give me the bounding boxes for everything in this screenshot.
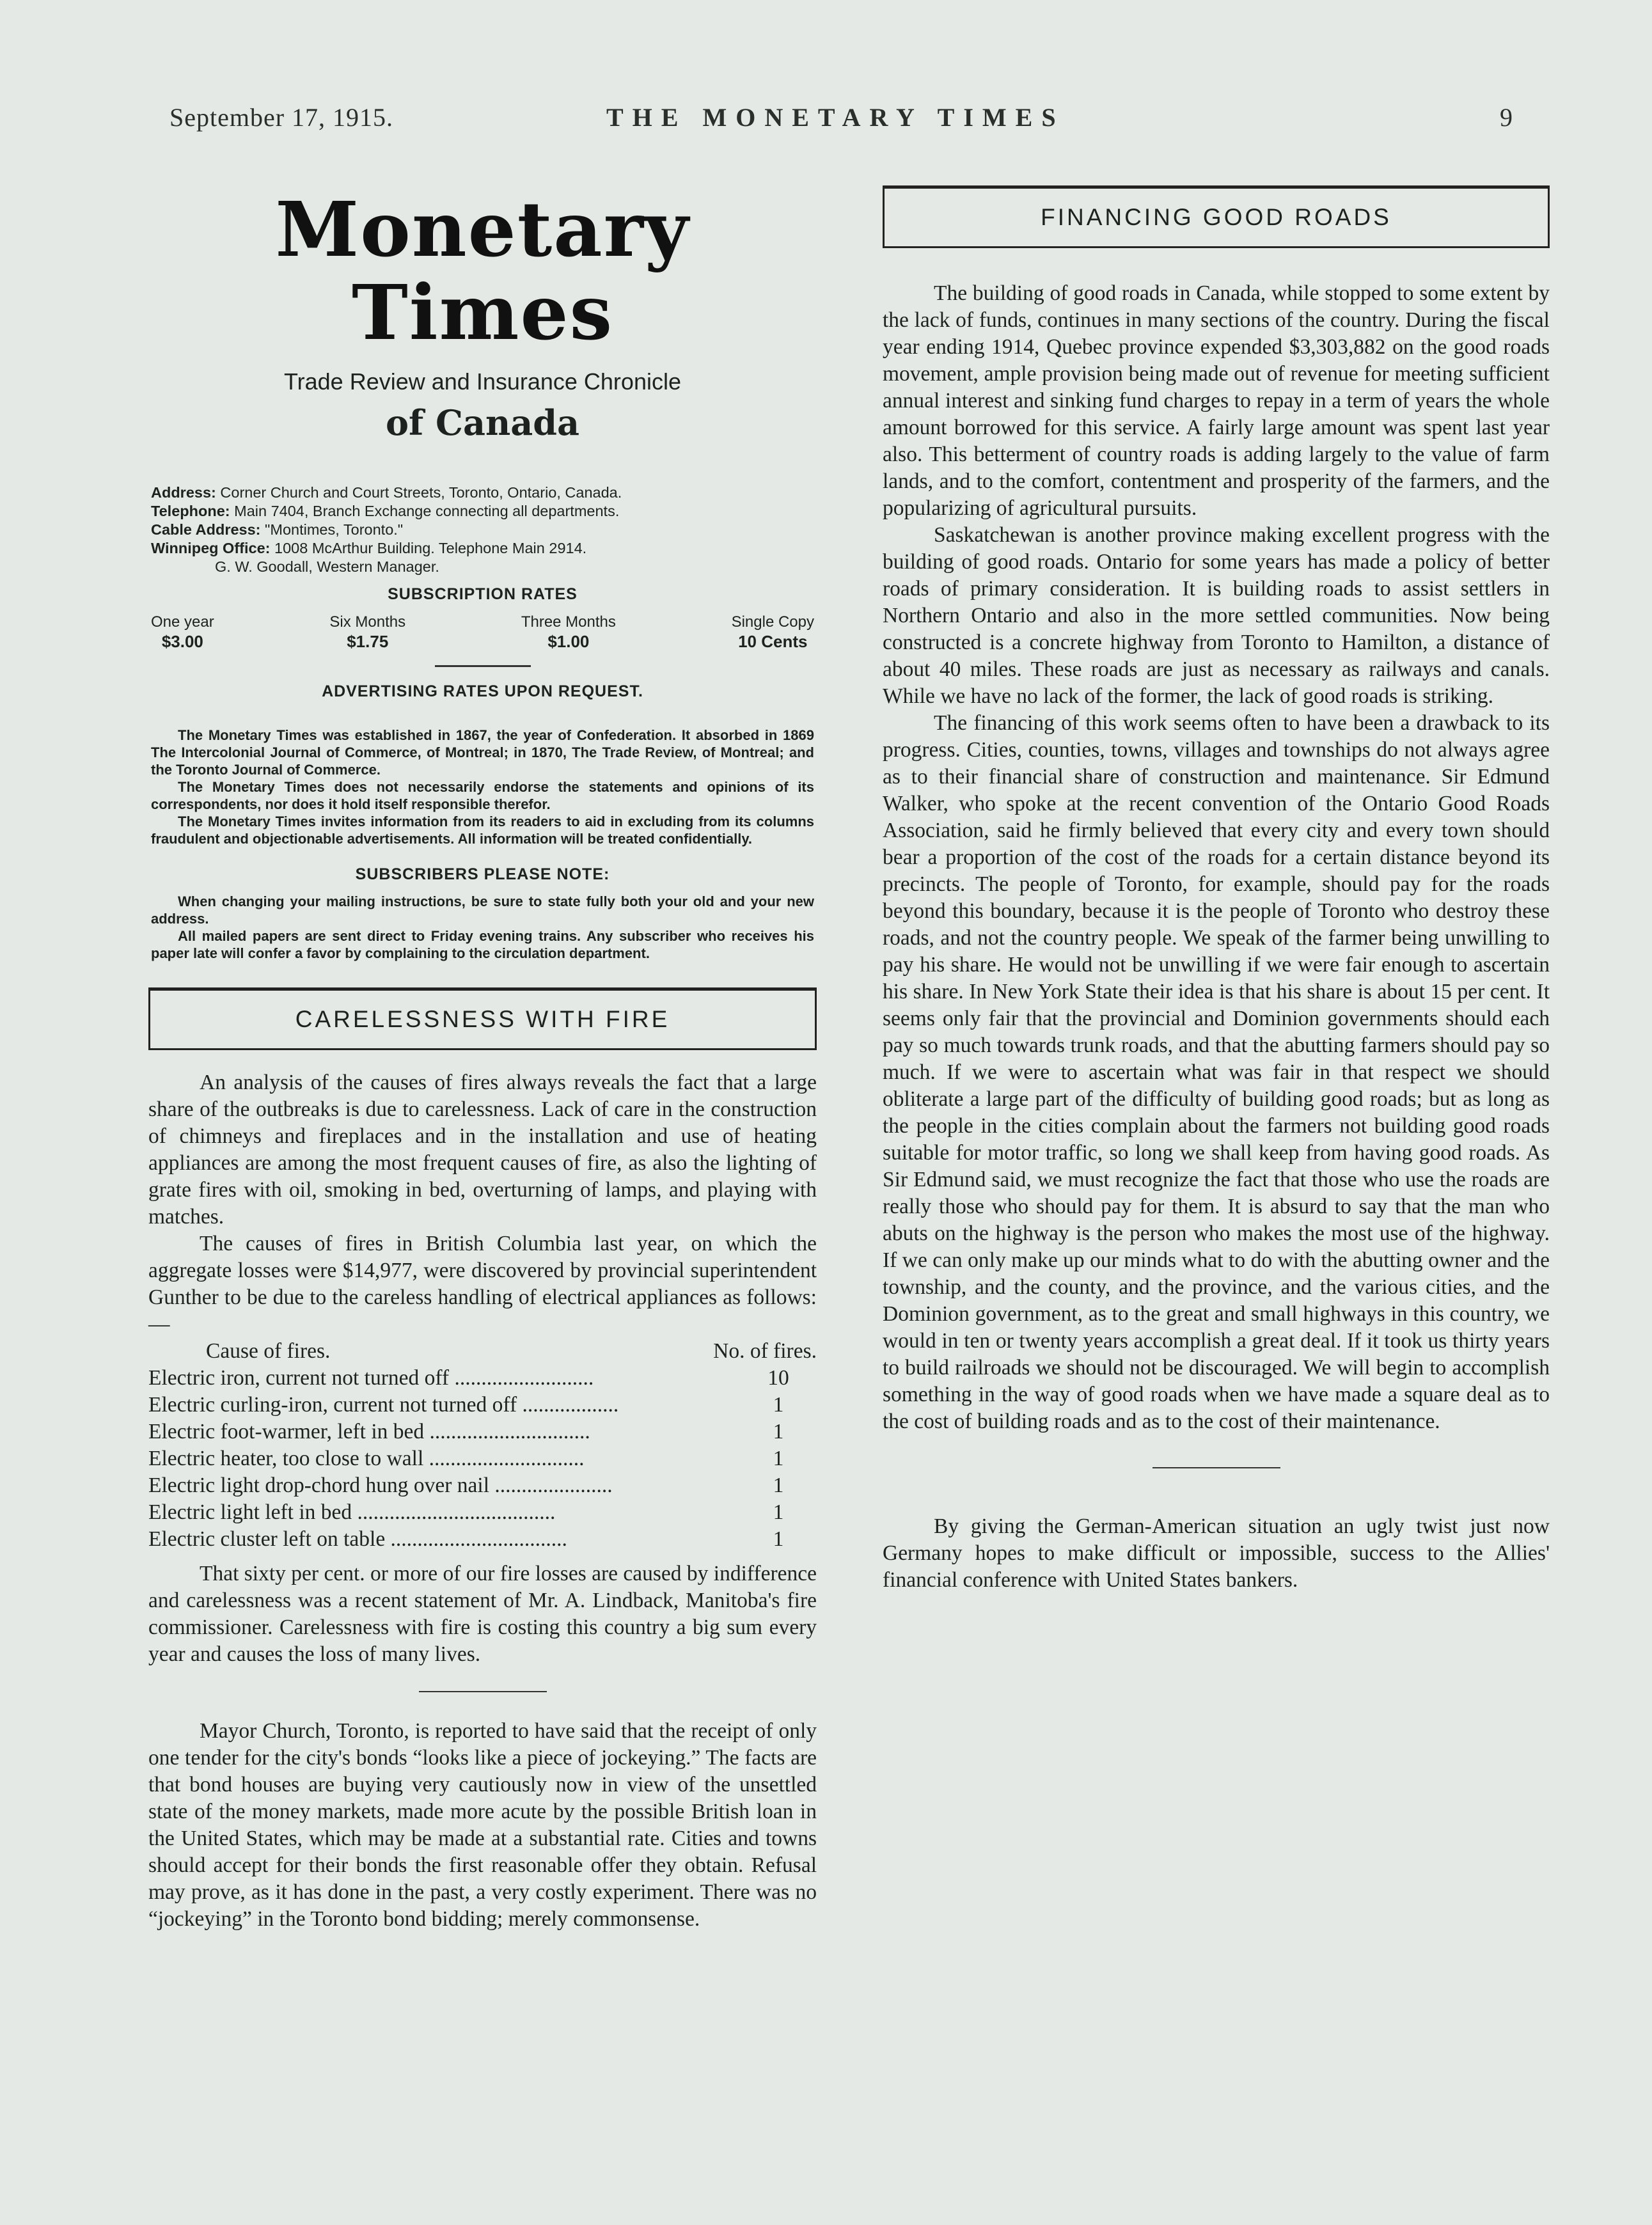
rate-amount: $1.75 [347,632,389,651]
table-row [148,1499,817,1526]
table-row [148,1445,817,1472]
rate-amount: $1.00 [547,632,590,651]
notice-paragraph: The Monetary Times was established in 1867, the year of Confederation. It absorbed in 1869 The Intercolonial Journal of Commerce, of Montreal; in 1870, The Trade Review, of Montreal; and the Toronto Journal of Commerce. [151,727,814,778]
left-column [148,185,817,1933]
publisher-info [148,484,817,576]
count-header: No. of fires. [713,1339,817,1363]
history-notice [148,727,817,847]
notice-paragraph: The Monetary Times invites information from its readers to aid in excluding from its columns fraudulent and objectionable advertisements. All information will be treated confidentially. [151,814,814,847]
table-row [148,1526,817,1553]
german-american-article [883,1513,1550,1594]
rate-one-year [151,613,214,651]
subscription-heading: SUBSCRIPTION RATES [388,585,578,603]
winnipeg-line [151,539,814,558]
right-column [883,185,1550,1594]
fire-count: 1 [773,1527,784,1551]
notice-paragraph: When changing your mailing instructions, be sure to state fully both your old and your new address. [151,893,814,927]
rate-label: Three Months [521,613,616,631]
notice-paragraph: The Monetary Times does not necessarily endorse the statements and opinions of its correspondents, nor does it hold itself responsible therefor. [151,779,814,812]
rate-label: One year [151,613,214,631]
divider-rule [419,1691,547,1692]
fire-table-header [148,1338,817,1365]
cable-label: Cable Address: [151,521,261,538]
running-title: THE MONETARY TIMES [606,103,1065,132]
running-head [169,102,1513,141]
article-paragraph: The financing of this work seems often to have been a drawback to its progress. Cities, counties, towns, villages and townships do not always agree as to their financial share of construction and maintenance. Sir Edmund Walker, who spoke at the recent convention of the Ontario Good Roads Association, said he firmly believed that every city and every town should bear a proportion of the cost of the roads for a certain distance beyond its precincts. The people of Toronto, for example, should pay for the roads beyond this boundary, because it is the people of Toronto who destroy these roads, and not the country people. We speak of the farmer being unwilling to pay his share. He would not be unwilling if we were fair enough to ascertain his share. In New York State their idea is that his share is about 15 per cent. It seems only fair that the provincial and Dominion governments should each pay so much towards trunk roads, and that the abutting farmers should pay so much. If we were to ascertain what was fair in that respect we should obliterate a large part of the difficulty of building good roads; but as long as the people in the cities complain about the farmers not building good roads suitable for motor traffic, so long we shall keep from having good roads. As Sir Edmund said, we must recognize the fact that those who use the roads are really those who should pay for them. It is absurd to say that the man who abuts on the highway is the person who makes the most use of the highway. If we can only make up our minds what to do with the abutting owner and the township, and the county, and the province, and the various cities, and the Dominion government, as to the great and small highways in this country, we would in ten or twenty years accomplish a great deal. If it took us thirty years to build railroads we should not be discouraged. We will begin to accomplish something in the way of good roads when we have made a square deal as to the cost of building roads and as to the cost of their maintenance. [883,711,1550,1433]
masthead [148,185,817,445]
fire-cause: Electric cluster left on table ................................. [148,1527,567,1551]
table-row [148,1365,817,1392]
rate-three-months [521,613,616,651]
mayor-church-article [148,1718,817,1933]
fire-count: 1 [773,1447,784,1470]
telephone-value: Main 7404, Branch Exchange connecting all departments. [234,503,620,519]
table-row [148,1472,817,1499]
telephone-line [151,502,814,521]
winnipeg-value: 1008 McArthur Building. Telephone Main 2914. [274,540,587,556]
article-paragraph: The building of good roads in Canada, while stopped to some extent by the lack of funds, continues in many sections of the country. During the fiscal year ending 1914, Quebec province expended $3,303,882 on the good roads movement, ample provision being made out of revenue for meeting sufficient annual interest and sinking fund charges to repay in a term of years the whole amount borrowed for this service. A fairly large amount was spent last year also. This betterment of country roads is adding largely to the value of farm lands, and to the comfort, contentment and prosperity of the farmers, and the popularizing of agricultural pursuits. [883,281,1550,520]
good-roads-article [883,280,1550,1435]
rate-single-copy [732,613,814,651]
masthead-tagline: Trade Review and Insurance Chronicle [284,368,681,395]
subscribers-notice [148,893,817,962]
fire-cause: Electric heater, too close to wall ............................. [148,1447,585,1470]
fire-count: 1 [773,1420,784,1443]
article-paragraph: Mayor Church, Toronto, is reported to have said that the receipt of only one tender for the city's bonds “looks like a piece of jockeying.” The facts are that bond houses are buying very cautiously now in view of the unsettled state of the money markets, made more acute by the possible British loan in the United States, which may be made at a substantial rate. Cities and towns should accept for their bonds the first reasonable offer they obtain. Refusal may prove, as it has done in the past, a very costly experiment. There was no “jockeying” in the Toronto bond bidding; merely commonsense. [148,1719,817,1931]
address-value: Corner Church and Court Streets, Toronto, Ontario, Canada. [220,484,622,501]
advertising-heading: ADVERTISING RATES UPON REQUEST. [322,682,643,700]
carelessness-conclusion [148,1561,817,1668]
table-row [148,1392,817,1419]
table-row [148,1419,817,1445]
fire-count: 10 [767,1366,789,1390]
winnipeg-manager: G. W. Goodall, Western Manager. [215,558,439,575]
divider-rule [435,665,531,667]
fire-cause: Electric light drop-chord hung over nail ...................... [148,1474,613,1497]
article-paragraph: The causes of fires in British Columbia last year, on which the aggregate losses were $14,977, were discovered by provincial superintendent Gunther to be due to the careless handling of electrical appliances as follows:— [148,1232,817,1336]
subscribers-heading: SUBSCRIBERS PLEASE NOTE: [355,865,610,883]
fire-cause: Electric iron, current not turned off .......................... [148,1366,594,1390]
masthead-logo: Monetary Times [275,185,690,357]
subscription-rates [148,613,817,651]
carelessness-article [148,1069,817,1338]
fire-causes-table [148,1338,817,1553]
fire-cause: Electric curling-iron, current not turned off .................. [148,1393,619,1417]
notice-paragraph: All mailed papers are sent direct to Friday evening trains. Any subscriber who receives his paper late will confer a favor by complaining to the circulation department. [151,928,814,961]
rate-six-months [329,613,405,651]
masthead-of-canada: of Canada [385,402,579,443]
fire-count: 1 [773,1500,784,1524]
fire-cause: Electric light left in bed ..................................... [148,1500,556,1524]
rate-label: Single Copy [731,613,814,631]
address-label: Address: [151,484,216,501]
cable-value: "Montimes, Toronto." [265,521,404,538]
article-paragraph: An analysis of the causes of fires always reveals the fact that a large share of the outbreaks is due to carelessness. Lack of care in the construction of chimneys and fireplaces and in the installation and use of heating appliances are among the most frequent causes of fire, as also the lighting of grate fires with oil, smoking in bed, overturning of lamps, and playing with matches. [148,1071,817,1229]
issue-date: September 17, 1915. [169,103,394,132]
telephone-label: Telephone: [151,503,230,519]
winnipeg-label: Winnipeg Office: [151,540,271,556]
article-paragraph: Saskatchewan is another province making excellent progress with the building of good roads. Ontario for some years has made a policy of better roads of primary consideration. It is building roads to assist settlers in Northern Ontario and also in the more settled communities. Now being constructed is a concrete highway from Toronto to Hamilton, a distance of about 40 miles. These roads are just as necessary as railways and canals. While we have no lack of the former, the lack of good roads is striking. [883,523,1550,708]
fire-count: 1 [773,1474,784,1497]
rate-amount: $3.00 [161,632,203,651]
fire-cause: Electric foot-warmer, left in bed .............................. [148,1420,590,1443]
address-line [151,484,814,502]
page-number: 9 [1500,103,1513,132]
cause-header: Cause of fires. [206,1339,331,1363]
rate-label: Six Months [329,613,406,631]
cable-line [151,521,814,539]
divider-rule [1152,1467,1280,1468]
good-roads-heading: FINANCING GOOD ROADS [883,185,1550,248]
fire-count: 1 [773,1393,784,1417]
carelessness-heading: CARELESSNESS WITH FIRE [148,987,817,1050]
rate-amount: 10 Cents [738,632,808,651]
article-paragraph: That sixty per cent. or more of our fire losses are caused by indifference and carelessness was a recent statement of Mr. A. Lindback, Manitoba's fire commissioner. Carelessness with fire is costing this country a big sum every year and causes the loss of many lives. [148,1562,817,1666]
article-paragraph: By giving the German-American situation an ugly twist just now Germany hopes to make difficult or impossible, success to the Allies' financial conference with United States bankers. [883,1514,1550,1592]
